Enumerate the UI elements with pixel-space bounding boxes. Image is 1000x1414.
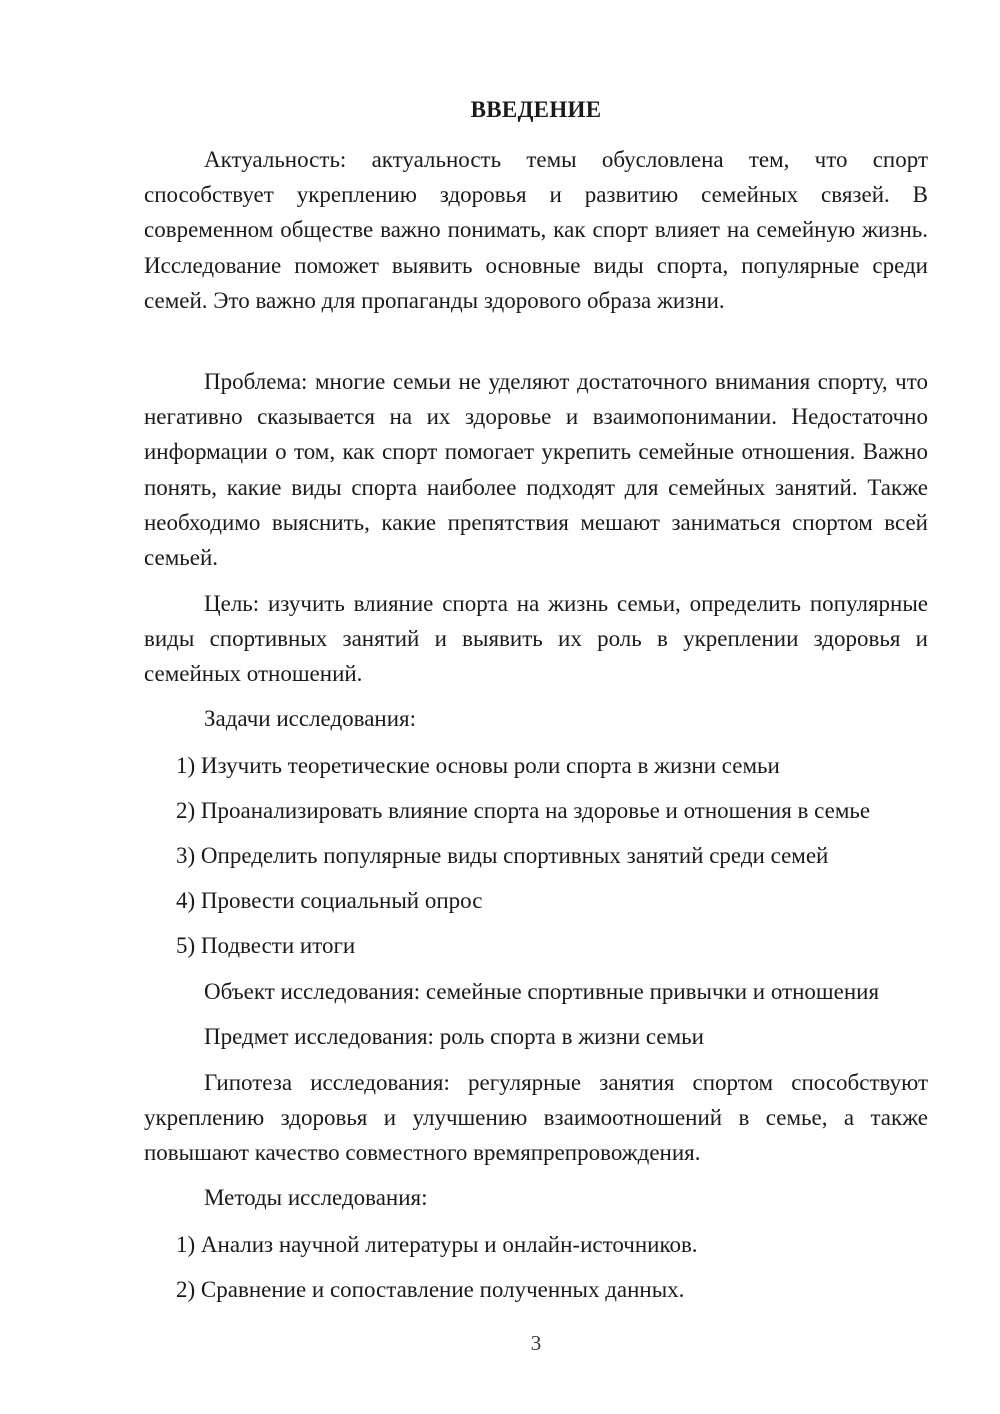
task-item-1: 1) Изучить теоретические основы роли спорта в жизни семьи bbox=[176, 753, 780, 778]
tasks-label: Задачи исследования: bbox=[204, 706, 417, 731]
hypothesis-paragraph: Гипотеза исследования: регулярные занятия спортом способствуют укреплению здоровья и улучшению взаимоотношений в семье, а также повышают качество совместного времяпрепровождения. bbox=[144, 1070, 928, 1166]
task-item-3: 3) Определить популярные виды спортивных занятий среди семей bbox=[176, 843, 829, 868]
problem-paragraph: Проблема: многие семьи не уделяют достаточного внимания спорту, что негативно сказывается на их здоровье и взаимопонимании. Недостаточно информации о том, как спорт помогает укрепить семейные отношения. Важно понять, какие виды спорта наиболее подходят для семейных занятий. Также необходимо выяснить, какие препятствия мешают заниматься спортом всей семьей. bbox=[144, 369, 928, 571]
method-item-2: 2) Сравнение и сопоставление полученных данных. bbox=[176, 1277, 685, 1302]
methods-label: Методы исследования: bbox=[204, 1185, 428, 1210]
page-number: 3 bbox=[530, 1331, 542, 1355]
goal-paragraph: Цель: изучить влияние спорта на жизнь семьи, определить популярные виды спортивных занятий и выявить их роль в укреплении здоровья и семейных отношений. bbox=[144, 591, 928, 687]
task-item-4: 4) Провести социальный опрос bbox=[176, 888, 483, 913]
method-item-1: 1) Анализ научной литературы и онлайн-источников. bbox=[176, 1232, 698, 1257]
page-title: ВВЕДЕНИЕ bbox=[470, 97, 602, 122]
task-item-2: 2) Проанализировать влияние спорта на здоровье и отношения в семье bbox=[176, 798, 871, 823]
research-object: Объект исследования: семейные спортивные привычки и отношения bbox=[204, 979, 880, 1004]
task-item-5: 5) Подвести итоги bbox=[176, 933, 356, 958]
research-subject: Предмет исследования: роль спорта в жизни семьи bbox=[204, 1024, 704, 1049]
relevance-paragraph: Актуальность: актуальность темы обусловлена тем, что спорт способствует укреплению здоровья и развитию семейных связей. В современном обществе важно понимать, как спорт влияет на семейную жизнь. Исследование поможет выявить основные виды спорта, популярные среди семей. Это важно для пропаганды здорового образа жизни. bbox=[144, 147, 928, 313]
